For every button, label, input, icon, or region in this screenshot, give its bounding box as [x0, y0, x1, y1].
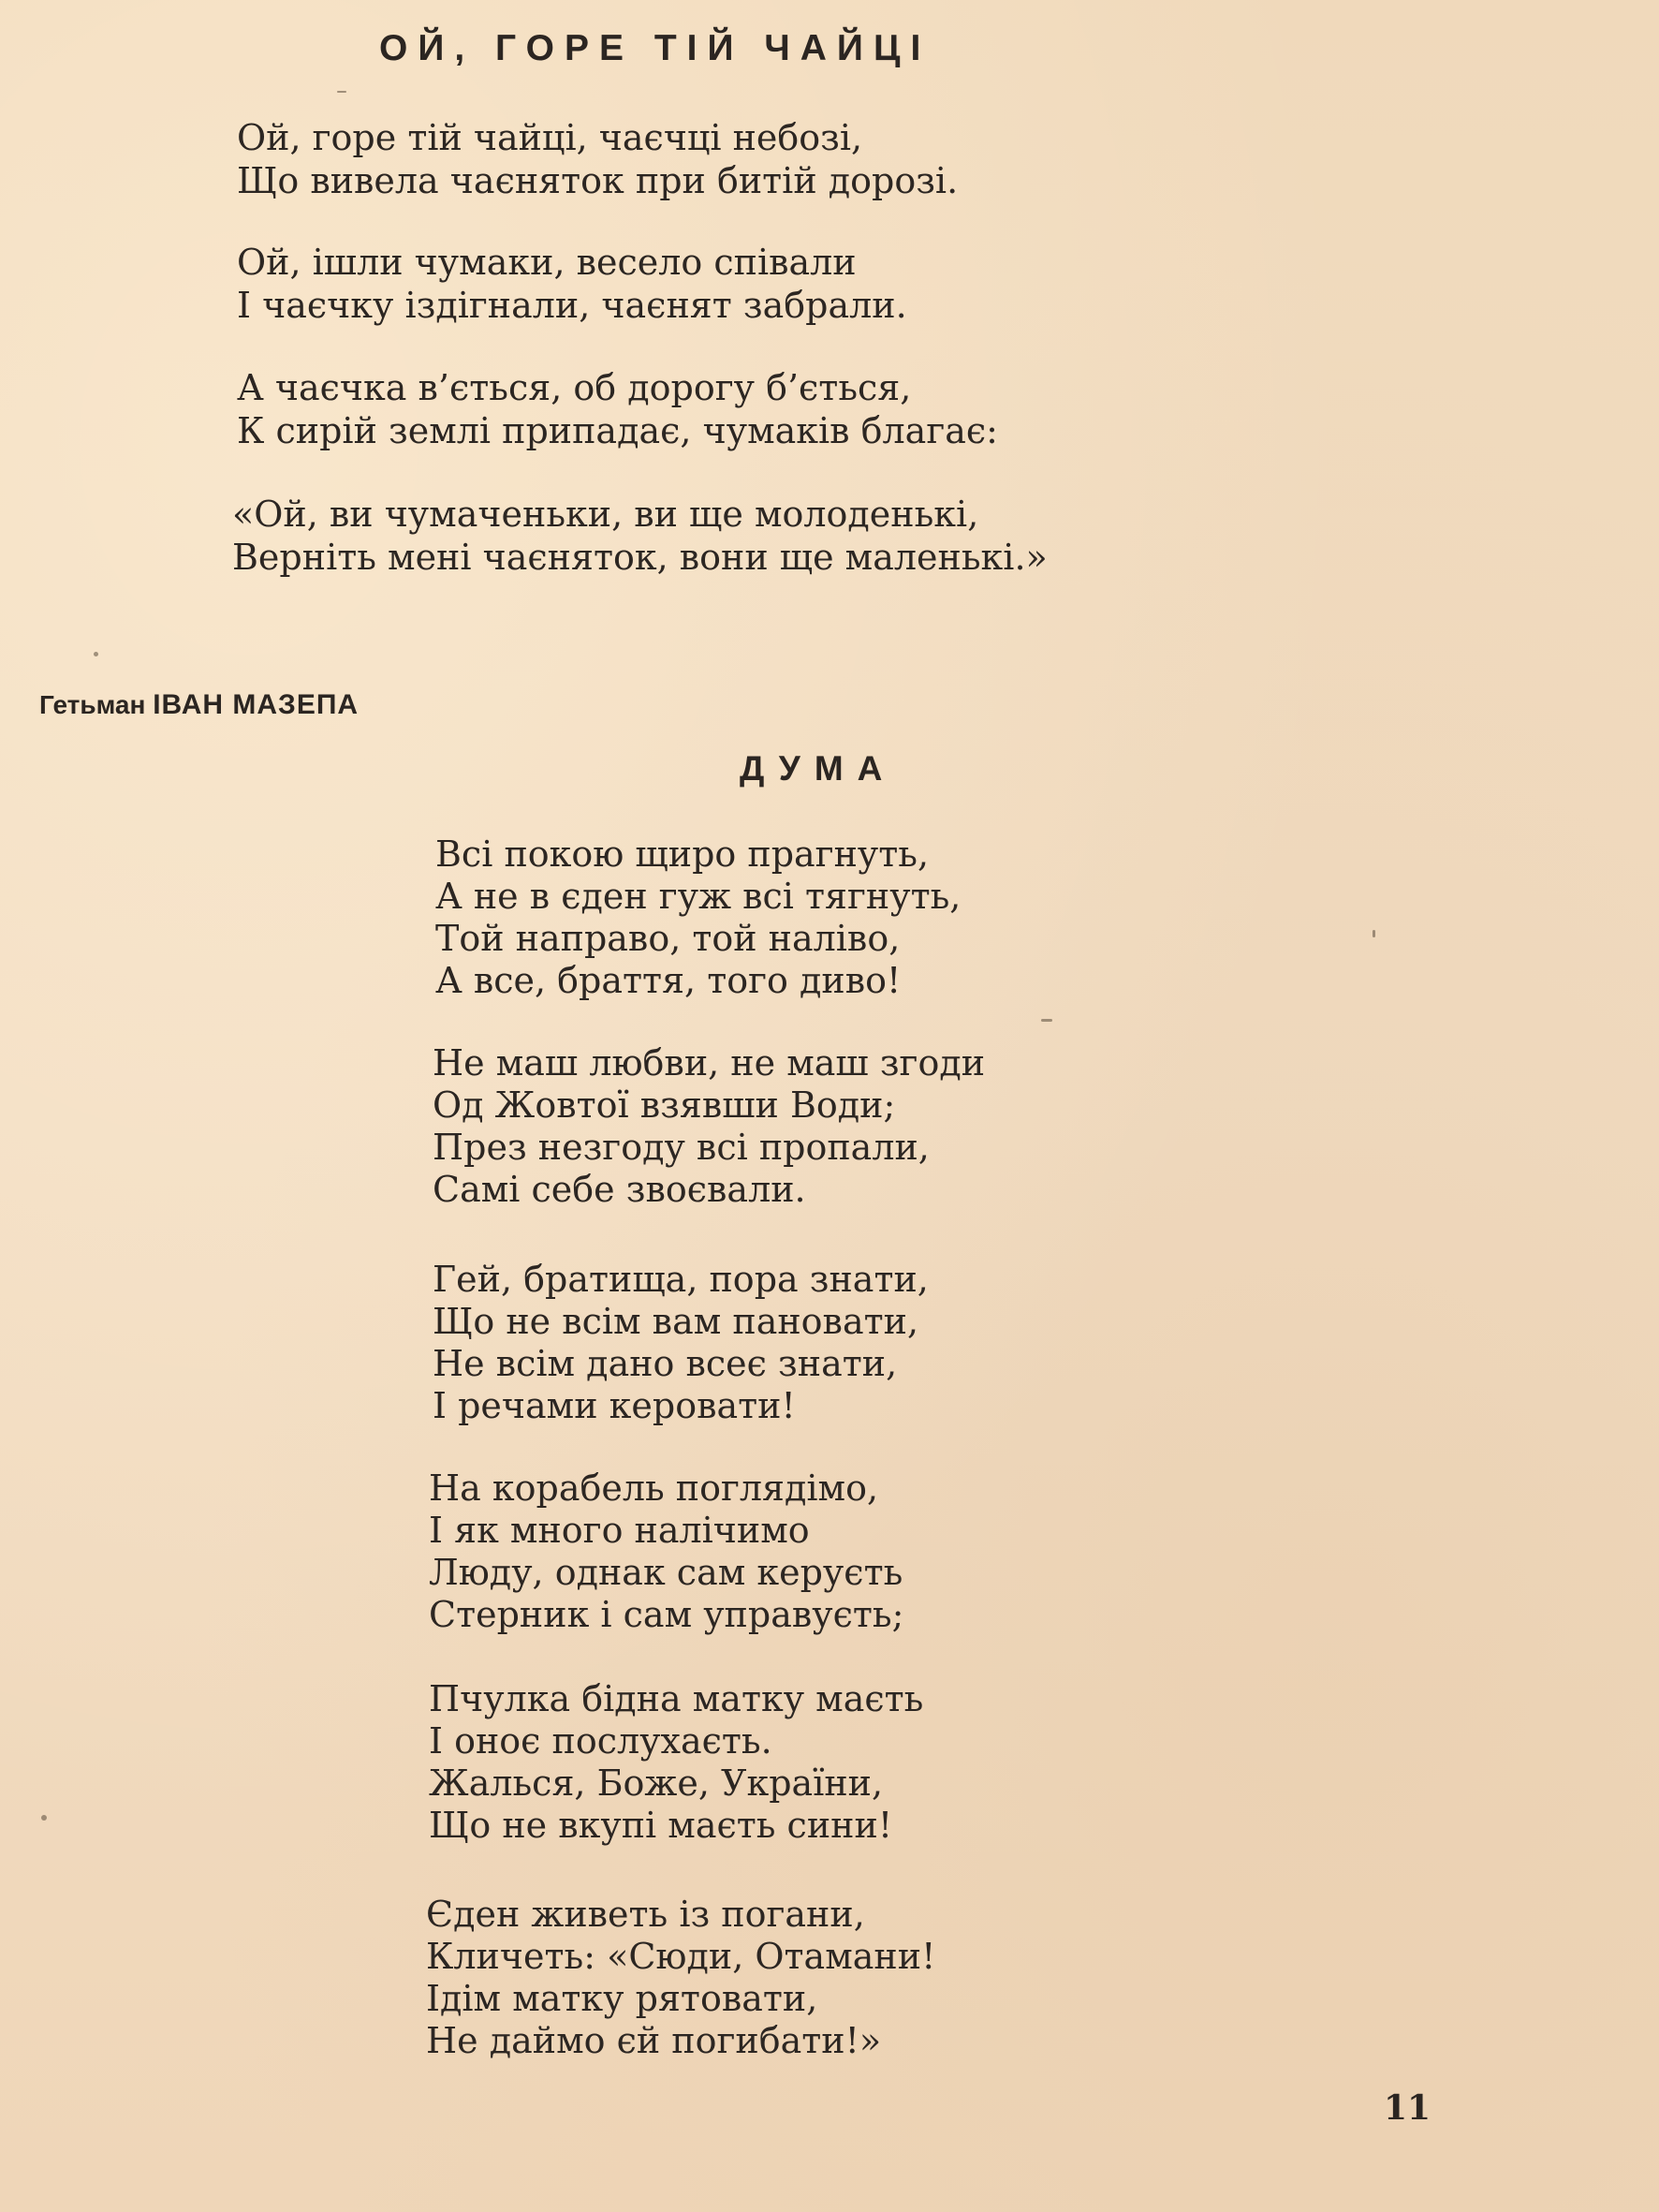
verse-line: Стерник і сам управуєть;: [429, 1594, 904, 1635]
stanza: [232, 493, 1048, 579]
verse-line: Всі покою щиро прагнуть,: [435, 833, 930, 875]
stanza: [237, 116, 958, 202]
stanza: [429, 1467, 903, 1636]
stanza: [429, 1678, 923, 1847]
verse-line: На корабель поглядімо,: [429, 1467, 879, 1509]
verse-line: І чаєчку іздігнали, чаєнят забрали.: [237, 285, 907, 326]
verse-line: Самі себе звоєвали.: [433, 1169, 806, 1210]
paper-speck: [337, 91, 346, 93]
verse-line: Не маш любви, не маш згоди: [433, 1042, 986, 1084]
stanza: [237, 366, 998, 452]
author-prefix: Гетьман: [39, 690, 146, 719]
stanza: [426, 1894, 935, 2062]
verse-line: Не всім дано всеє знати,: [433, 1343, 898, 1384]
verse-line: Од Жовтої взявши Води;: [433, 1084, 896, 1126]
paper-speck: [41, 1815, 47, 1821]
verse-line: А не в єден гуж всі тягнуть,: [435, 876, 962, 917]
verse-line: Єден живеть із погани,: [426, 1894, 865, 1935]
verse-line: К сирій землі припадає, чумаків благає:: [237, 410, 998, 451]
verse-line: През незгоду всі пропали,: [433, 1127, 930, 1168]
verse-line: Ідім матку рятовати,: [426, 1978, 818, 2019]
verse-line: Гей, братища, пора знати,: [433, 1259, 929, 1300]
verse-line: А чаєчка в’ється, об дорогу б’ється,: [237, 367, 912, 408]
verse-line: Що не всім вам пановати,: [433, 1301, 919, 1342]
poem-title: ОЙ, ГОРЕ ТІЙ ЧАЙЦІ: [379, 28, 932, 68]
verse-line: Ой, ішли чумаки, весело співали: [237, 242, 857, 283]
poem-title: ДУМА: [740, 749, 897, 788]
page-number: 11: [1384, 2088, 1431, 2128]
verse-line: Що вивела чаєняток при битій дорозі.: [237, 160, 959, 201]
verse-line: Що не вкупі маєть сини!: [429, 1805, 893, 1846]
stanza: [237, 241, 907, 327]
verse-line: А все, браття, того диво!: [435, 960, 902, 1001]
verse-line: І оноє послухаєть.: [429, 1720, 772, 1762]
stanza: [433, 1042, 985, 1211]
verse-line: Верніть мені чаєняток, вони ще маленькі.»: [232, 537, 1048, 578]
author-name: ІВАН МАЗЕПА: [153, 689, 360, 720]
stanza: [435, 833, 961, 1002]
verse-line: Жалься, Боже, України,: [429, 1762, 884, 1804]
paper-speck: [94, 652, 98, 656]
verse-line: Кличеть: «Сюди, Отамани!: [426, 1936, 936, 1977]
paper-speck: [1373, 930, 1375, 937]
stanza: [433, 1259, 929, 1427]
verse-line: І речами керовати!: [433, 1385, 796, 1426]
verse-line: Не даймо єй погибати!»: [426, 2020, 882, 2061]
paper-speck: [1041, 1019, 1052, 1022]
verse-line: Ой, горе тій чайці, чаєчці небозі,: [237, 117, 863, 158]
verse-line: «Ой, ви чумаченьки, ви ще молоденькі,: [232, 494, 979, 535]
verse-line: Той направо, той наліво,: [435, 918, 901, 959]
verse-line: Пчулка бідна матку маєть: [429, 1678, 924, 1719]
verse-line: Люду, однак сам керуєть: [429, 1552, 903, 1593]
verse-line: І як много налічимо: [429, 1510, 810, 1551]
author-attribution: [39, 689, 359, 721]
